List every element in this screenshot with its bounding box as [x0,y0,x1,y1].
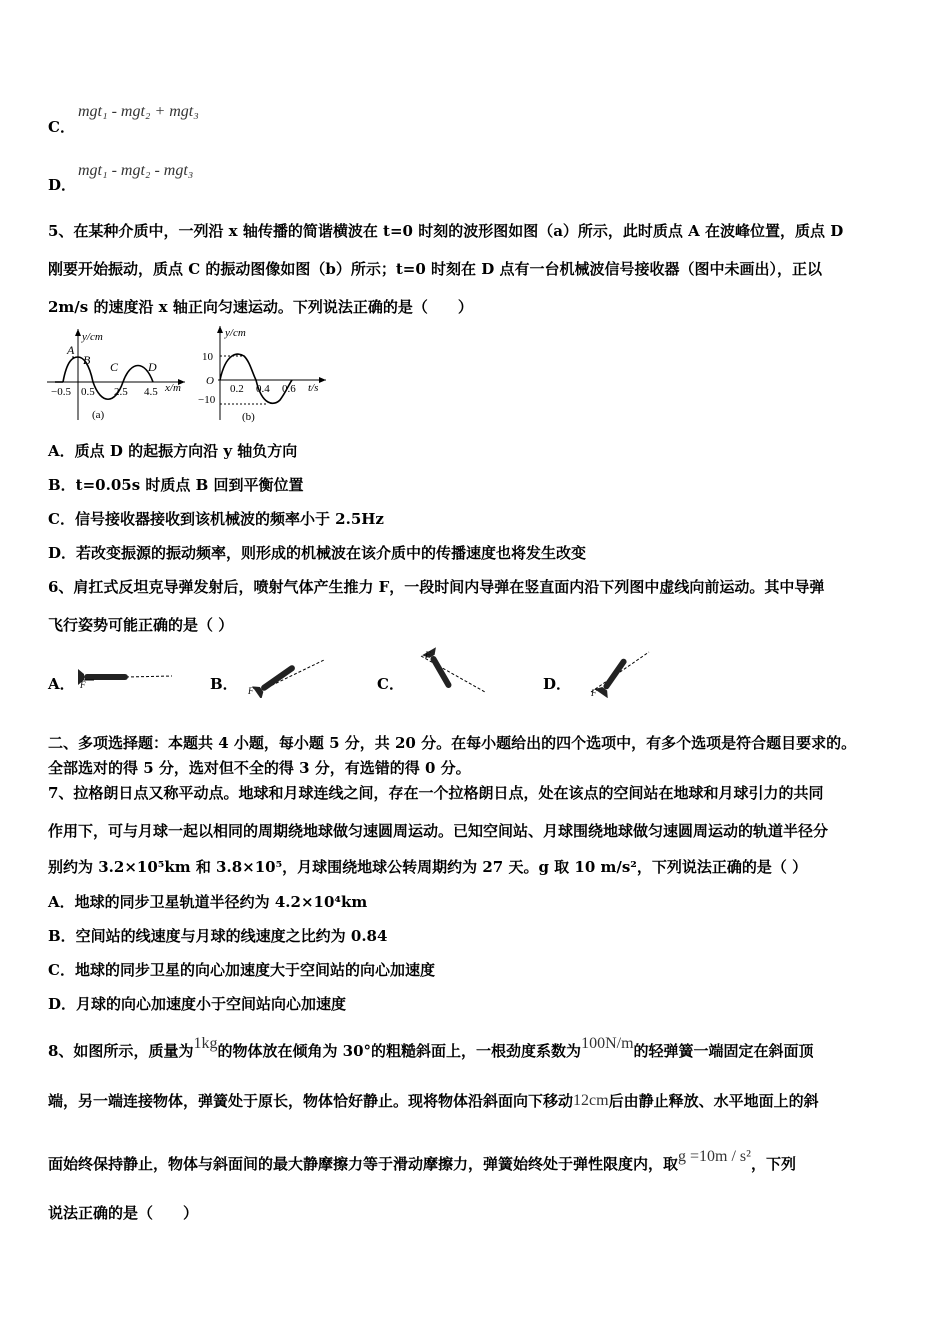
option-d-expression: mgt₁ - mgt₂ - mgt₃ [78,162,194,179]
fig-b-ytick-bottom: −10 [198,394,216,406]
missile-c-force: F [425,650,431,660]
q8-spring-constant: 100N/m [581,1035,634,1052]
q5-option-a: A．质点 D 的起振方向沿 y 轴负方向 [48,442,298,460]
option-c-label: C． [48,118,75,136]
missile-figure-d [575,646,655,698]
q5-option-b: B．t=0.05s 时质点 B 回到平衡位置 [48,476,304,494]
q8-line2-part1: 端，另一端连接物体，弹簧处于原长，物体恰好静止。现将物体沿斜面向下移动 [48,1092,574,1110]
q8-stem-line1 [48,1035,814,1061]
q7-option-d: D．月球的向心加速度小于空间站向心加速度 [48,995,347,1013]
q8-line1-part3: 的轻弹簧一端固定在斜面顶 [633,1042,814,1060]
q5-option-c: C．信号接收器接收到该机械波的频率小于 2.5Hz [48,510,384,528]
fig-a-caption: (a) [92,409,105,421]
fig-b-origin: O [206,375,214,387]
fig-b-xlabel: t/s [308,382,319,394]
section2-heading-line2: 全部选对的得 5 分，选对但不全的得 3 分，有选错的得 0 分。 [48,759,471,777]
missile-figure-b [238,650,330,698]
q6-stem-line2: 飞行姿势可能正确的是（ ） [48,616,234,634]
q8-stem-line4: 说法正确的是（ ） [48,1204,199,1222]
option-c-expression: mgt₁ - mgt₂ + mgt₃ [78,103,199,120]
q6-stem-line1: 6、肩扛式反坦克导弹发射后，喷射气体产生推力 F，一段时间内导弹在竖直面内沿下列图中虚线向前运动。其中导弹 [48,578,825,596]
q6-option-b-label: B． [210,675,238,693]
q7-option-c: C．地球的同步卫星的向心加速度大于空间站的向心加速度 [48,961,435,979]
q8-stem-line2 [48,1090,819,1111]
fig-a-tick-3: 2.5 [114,386,128,398]
q7-stem-line3: 别约为 3.2×10⁵km 和 3.8×10⁵，月球围绕地球公转周期约为 27 天。g 取 10 m/s²，下列说法正确的是（ ） [48,858,808,876]
missile-b-force: F [248,686,254,696]
fig-b-ytick-top: 10 [202,351,213,363]
fig-a-tick-2: 0.5 [81,386,95,398]
missile-figure-a [76,660,176,696]
missile-a-force: F [80,680,86,690]
fig-a-point-a: A [67,343,75,357]
fig-a-tick-1: −0.5 [51,386,71,398]
q8-line1-part1: 8、如图所示，质量为 [48,1042,194,1060]
fig-b-ylabel: y/cm [225,327,246,339]
section2-heading-line1: 二、多项选择题：本题共 4 小题，每小题 5 分，共 20 分。在每小题给出的四个选项中，有多个选项是符合题目要求的。 [48,734,857,752]
q8-line1-part2: 的物体放在倾角为 30°的粗糙斜面上，一根劲度系数为 [217,1042,582,1060]
q8-line3-part1: 面始终保持静止，物体与斜面间的最大静摩擦力等于滑动摩擦力，弹簧始终处于弹性限度内，取 [48,1155,679,1173]
q8-line2-part2: 后由静止释放、水平地面上的斜 [608,1092,819,1110]
fig-a-ylabel: y/cm [82,331,103,343]
q5-stem-line1: 5、在某种介质中，一列沿 x 轴传播的简谐横波在 t=0 时刻的波形图如图（a）所示，此时质点 A 在波峰位置，质点 D [48,222,844,240]
q7-option-b: B．空间站的线速度与月球的线速度之比约为 0.84 [48,927,388,945]
fig-b-tick-2: 0.4 [256,383,270,395]
wave-figure-a [45,325,195,423]
q7-stem-line1: 7、拉格朗日点又称平动点。地球和月球连线之间，存在一个拉格朗日点，处在该点的空间站在地球和月球引力的共同 [48,784,824,802]
q5-stem-line2: 刚要开始振动，质点 C 的振动图像如图（b）所示；t=0 时刻在 D 点有一台机械波信号接收器（图中未画出），正以 [48,260,822,278]
q8-displacement: 12cm [573,1092,609,1109]
option-d-label: D． [48,176,77,194]
vibration-figure-b [198,322,330,424]
fig-a-point-d: D [148,360,157,374]
q8-stem-line3 [48,1148,796,1174]
q8-mass: 1kg [193,1035,218,1052]
fig-a-xlabel: x/m [165,382,181,394]
missile-figure-c [405,646,490,698]
fig-a-point-c: C [110,360,119,374]
fig-a-tick-4: 4.5 [144,386,158,398]
q8-gravity: g =10m / s² [678,1148,751,1165]
q7-stem-line2: 作用下，可与月球一起以相同的周期绕地球做匀速圆周运动。已知空间站、月球围绕地球做匀速圆周运动的轨道半径分 [48,822,829,840]
fig-b-tick-1: 0.2 [230,383,244,395]
q6-option-c-label: C． [377,675,404,693]
q5-stem-line3: 2m/s 的速度沿 x 轴正向匀速运动。下列说法正确的是（ ） [48,298,473,316]
fig-b-caption: (b) [242,411,255,423]
q8-line3-part2: ，下列 [750,1155,796,1173]
q6-option-a-label: A． [48,675,75,693]
q7-option-a: A．地球的同步卫星轨道半径约为 4.2×10⁴km [48,893,368,911]
fig-a-point-b: B [83,353,91,367]
fig-b-tick-3: 0.6 [282,383,296,395]
missile-d-force: F [591,688,597,698]
q6-option-d-label: D． [543,675,572,693]
q5-option-d: D．若改变振源的振动频率，则形成的机械波在该介质中的传播速度也将发生改变 [48,544,587,562]
